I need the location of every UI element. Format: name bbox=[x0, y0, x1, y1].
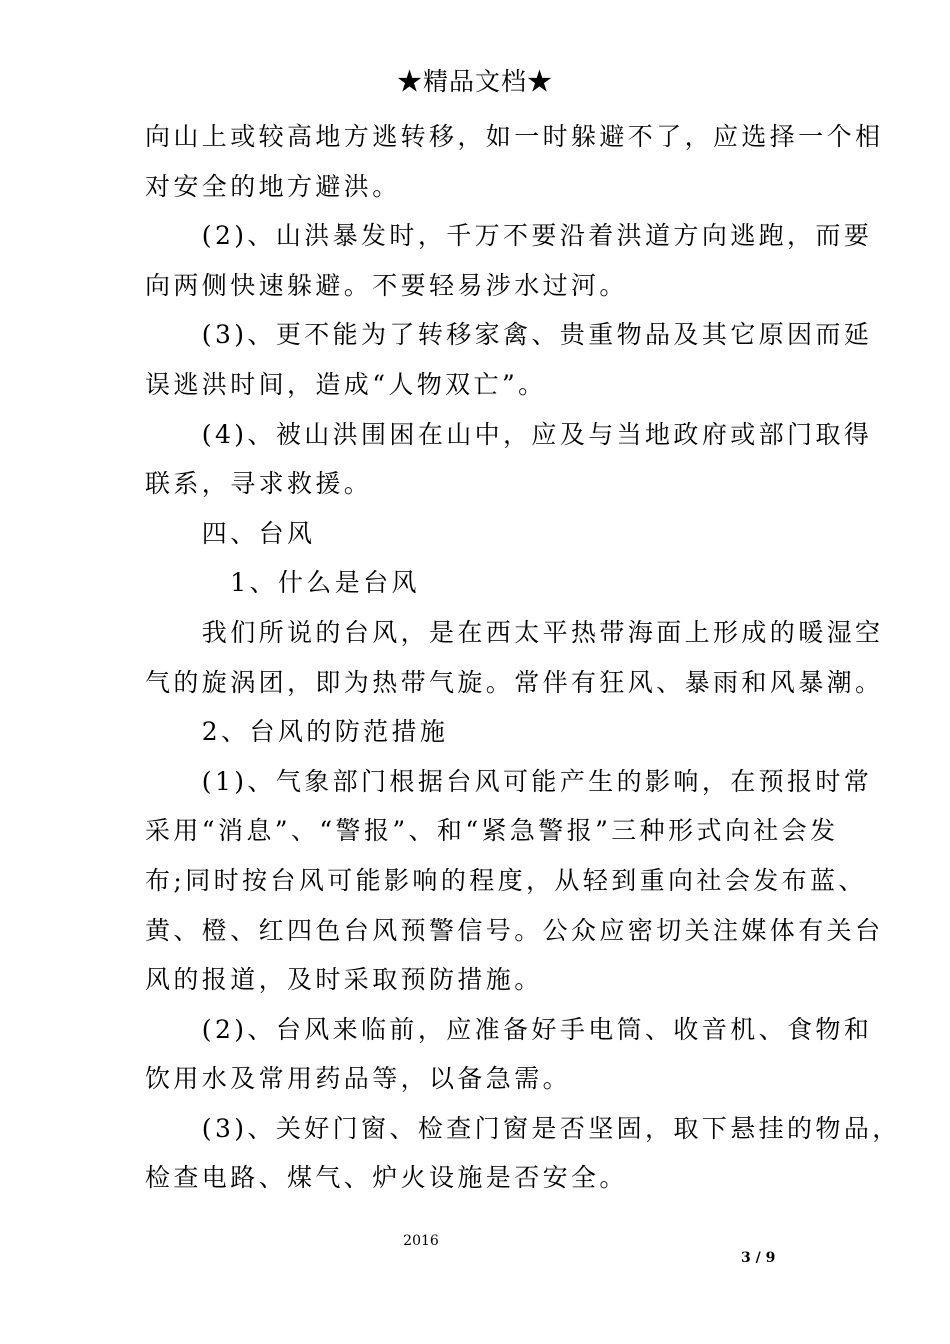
subsection-heading: 2、台风的防范措施 bbox=[145, 717, 449, 747]
section-heading: 四、台风 bbox=[145, 518, 316, 548]
text-line: 联系，寻求救援。 bbox=[145, 469, 373, 499]
text-line: 饮用水及常用药品等，以备急需。 bbox=[145, 1064, 572, 1094]
text-line: 向山上或较高地方逃转移，如一时躲避不了，应选择一个相 bbox=[145, 122, 884, 151]
text-line: 采用“消息”、“警报”、和“紧急警报”三种形式向社会发 bbox=[145, 816, 839, 846]
text-line: 检查电路、煤气、炉火设施是否安全。 bbox=[145, 1163, 628, 1193]
subsection-heading: 1、什么是台风 bbox=[145, 568, 420, 598]
text-line: (4)、被山洪围困在山中，应及与当地政府或部门取得 bbox=[145, 419, 873, 449]
text-line: (2)、山洪暴发时，千万不要沿着洪道方向逃跑，而要 bbox=[145, 221, 873, 251]
page-number: 3 / 9 bbox=[741, 1250, 776, 1266]
text-line: 气的旋涡团，即为热带气旋。常伴有狂风、暴雨和风暴潮。 bbox=[145, 667, 884, 697]
text-line: 对安全的地方避洪。 bbox=[145, 171, 401, 201]
text-line: (1)、气象部门根据台风可能产生的影响，在预报时常 bbox=[145, 766, 873, 796]
text-line: 误逃洪时间，造成“人物双亡”。 bbox=[145, 369, 547, 399]
text-line: (3)、关好门窗、检查门窗是否坚固，取下悬挂的物品， bbox=[145, 1113, 901, 1143]
text-line: 黄、橙、红四色台风预警信号。公众应密切关注媒体有关台 bbox=[145, 915, 884, 945]
text-line: 向两侧快速躲避。不要轻易涉水过河。 bbox=[145, 270, 628, 300]
text-line: (2)、台风来临前，应准备好手电筒、收音机、食物和 bbox=[145, 1014, 873, 1044]
footer-year: 2016 bbox=[403, 1233, 439, 1249]
text-line: 我们所说的台风，是在西太平热带海面上形成的暖湿空 bbox=[145, 617, 884, 647]
text-line: (3)、更不能为了转移家禽、贵重物品及其它原因而延 bbox=[145, 320, 873, 350]
document-body bbox=[145, 112, 901, 1203]
text-line: 风的报道，及时采取预防措施。 bbox=[145, 965, 543, 995]
page-header-title: ★精品文档★ bbox=[396, 67, 553, 96]
text-line: 布;同时按台风可能影响的程度，从轻到重向社会发布蓝、 bbox=[145, 865, 867, 895]
